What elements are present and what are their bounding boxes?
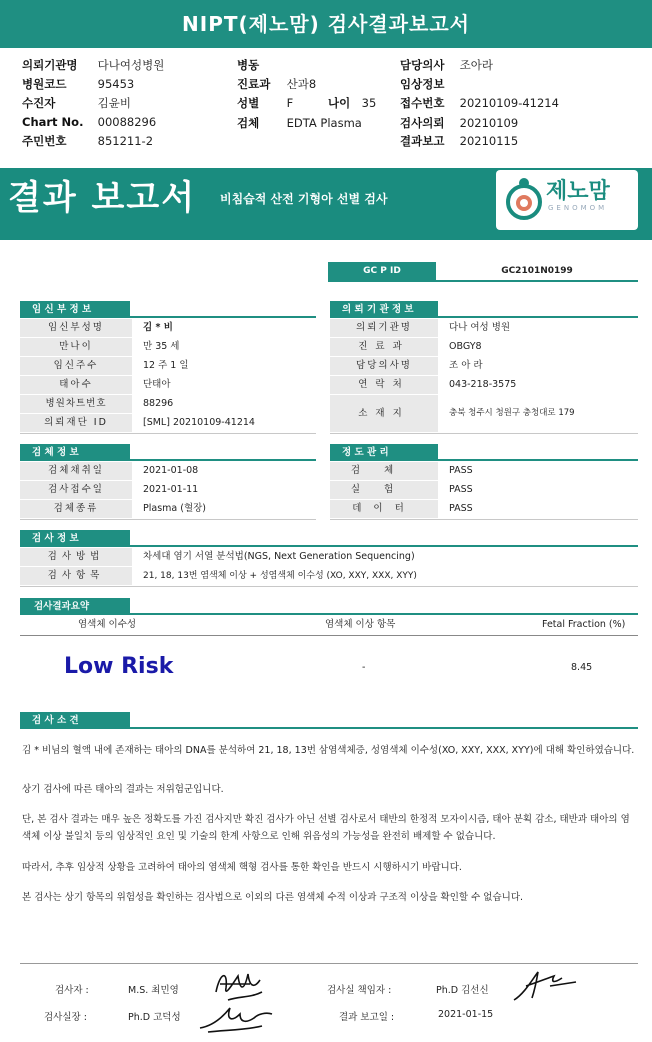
specimen-rule [20,459,316,461]
institution-section-title: 의 뢰 기 관 정 보 [330,301,438,318]
findings-paragraph: 상기 검사에 따른 태아의 결과는 저위험군입니다. [22,784,224,795]
specimen-bottom-line [20,519,316,520]
genomom-logo-icon [505,176,543,222]
header-institution: 의뢰기관명 다나여성병원 [22,58,165,72]
findings-paragraph: 본 검사는 상기 항목의 위험성을 확인하는 검사법으로 이외의 다른 염색체 수적 이상과 구조적 이상을 확인할 수 없습니다. [22,892,524,903]
patient-row: 병원차트번호 88296 [20,395,316,414]
patient-bottom-line [20,433,316,434]
header-resident-no: 주민번호 851211-2 [22,134,154,148]
patient-section-title: 임 신 부 정 보 [20,301,130,318]
abnormal-value: - [362,662,366,673]
test-rule [20,545,638,547]
director-signature-icon [196,1000,276,1036]
institution-row: 진료과 OBGY8 [330,338,638,357]
header-ward: 병동 [237,58,260,72]
header-department: 진료과 산과8 [237,77,317,91]
director-name: Ph.D 고덕성 [128,1012,181,1023]
signature-top-line [20,963,638,964]
patient-row: 만나이 만 35 세 [20,338,316,357]
banner-subtitle: 비침습적 산전 기형아 선별 검사 [220,192,388,206]
institution-row: 의뢰기관명 다나 여성 병원 [330,319,638,338]
logo-subtext: GENOMOM [548,204,608,212]
patient-row: 태아수 단태아 [20,376,316,395]
summary-col-fetal-fraction: Fetal Fraction (%) [542,619,626,630]
chief-signature-icon [510,966,580,1006]
director-label: 검사실장 : [44,1012,87,1023]
specimen-section-title: 검 체 정 보 [20,444,130,461]
summary-col-abnormal: 염색체 이상 항목 [325,619,396,630]
header-sex: 성별 F [237,96,294,110]
patient-row: 임신부성명 김 * 비 [20,319,316,338]
header-age: 나이 35 [328,96,377,110]
institution-rule [330,316,638,318]
findings-paragraph: 김 * 비님의 혈액 내에 존재하는 태아의 DNA를 분석하여 21, 18, 13번 삼염색체증, 성염색체 이수성(XO, XXY, XXX, XYY)에 대해 확인하였습니다. [22,745,635,756]
gcpid-rule [328,280,638,282]
report-title: NIPT(제노맘) 검사결과보고서 [182,12,470,36]
header-specimen: 검체 EDTA Plasma [237,116,362,130]
summary-rule [20,613,638,615]
chief-label: 검사실 책임자 : [327,985,392,996]
banner-title: 결과 보고서 [8,178,197,218]
institution-bottom-line [330,433,638,434]
test-row: 검사방법 차세대 염기 서열 분석법(NGS, Next Generation Sequencing) [20,548,638,567]
report-date-value: 2021-01-15 [438,1009,494,1020]
header-clinical-info: 임상정보 [400,77,445,91]
header-chart-no: Chart No. 00088296 [22,115,157,129]
institution-row: 소재지 충북 청주시 청원구 충청대로 179 [330,395,638,433]
findings-paragraph: 따라서, 추후 임상적 상황을 고려하여 태아의 염색체 핵형 검사를 통한 확인을 반드시 시행하시기 바랍니다. [22,862,462,873]
tester-name: M.S. 최민영 [128,985,179,996]
test-bottom-line [20,586,638,587]
specimen-row: 검체종류 Plasma (혈장) [20,500,316,519]
header-hospital-code: 병원코드 95453 [22,77,135,91]
report-date-label: 결과 보고일 : [339,1012,395,1023]
findings-section-title: 검 사 소 견 [20,712,130,729]
logo-text: 제노맘 [546,179,610,204]
header-receipt-no: 접수번호 20210109-41214 [400,96,559,110]
header-patient: 수진자 김윤비 [22,96,131,110]
patient-row: 임신주수 12 주 1 일 [20,357,316,376]
qc-bottom-line [330,519,638,520]
summary-section-title: 검사결과요약 [20,598,130,615]
findings-paragraph: 단, 본 검사 결과는 매우 높은 정확도를 가진 검사지만 확진 검사가 아닌 선별 검사로서 태반의 한정적 모자이시즘, 태아 분획 감소, 태반과 태아의 염색체 이상 불일치 등의 임상적인 요인 및 기술의 한계 사항으로 인해 위음성의 가능성을 완전히 배제할 수 없습니다. [22,814,630,842]
qc-row: 데이터 PASS [330,500,638,519]
patient-rule [20,316,316,318]
chief-name: Ph.D 김선신 [436,985,489,996]
institution-row: 담당의사명 조 아 라 [330,357,638,376]
risk-result: Low Risk [64,654,174,679]
header-doctor: 담당의사 조아라 [400,58,493,72]
qc-section-title: 정 도 관 리 [330,444,438,461]
header-request-date: 검사의뢰 20210109 [400,116,519,130]
summary-col-aneuploidy: 염색체 이수성 [78,619,137,630]
findings-rule [20,727,638,729]
specimen-row: 검체채취일 2021-01-08 [20,462,316,481]
gcpid-value: GC2101N0199 [501,266,573,276]
specimen-row: 검사접수일 2021-01-11 [20,481,316,500]
tester-label: 검사자 : [55,985,89,996]
qc-row: 실험 PASS [330,481,638,500]
fetal-fraction-value: 8.45 [571,662,593,673]
gcpid-label: GC P ID [328,262,436,280]
summary-header-line [20,635,638,636]
patient-row: 의뢰재단 ID [SML] 20210109-41214 [20,414,316,433]
header-report-date: 결과보고 20210115 [400,134,519,148]
test-section-title: 검 사 정 보 [20,530,130,547]
qc-rule [330,459,638,461]
qc-row: 검체 PASS [330,462,638,481]
test-row: 검사항목 21, 18, 13번 염색체 이상 + 성염색체 이수성 (XO, XXY, XXX, XYY) [20,567,638,586]
institution-row: 연락처 043-218-3575 [330,376,638,395]
